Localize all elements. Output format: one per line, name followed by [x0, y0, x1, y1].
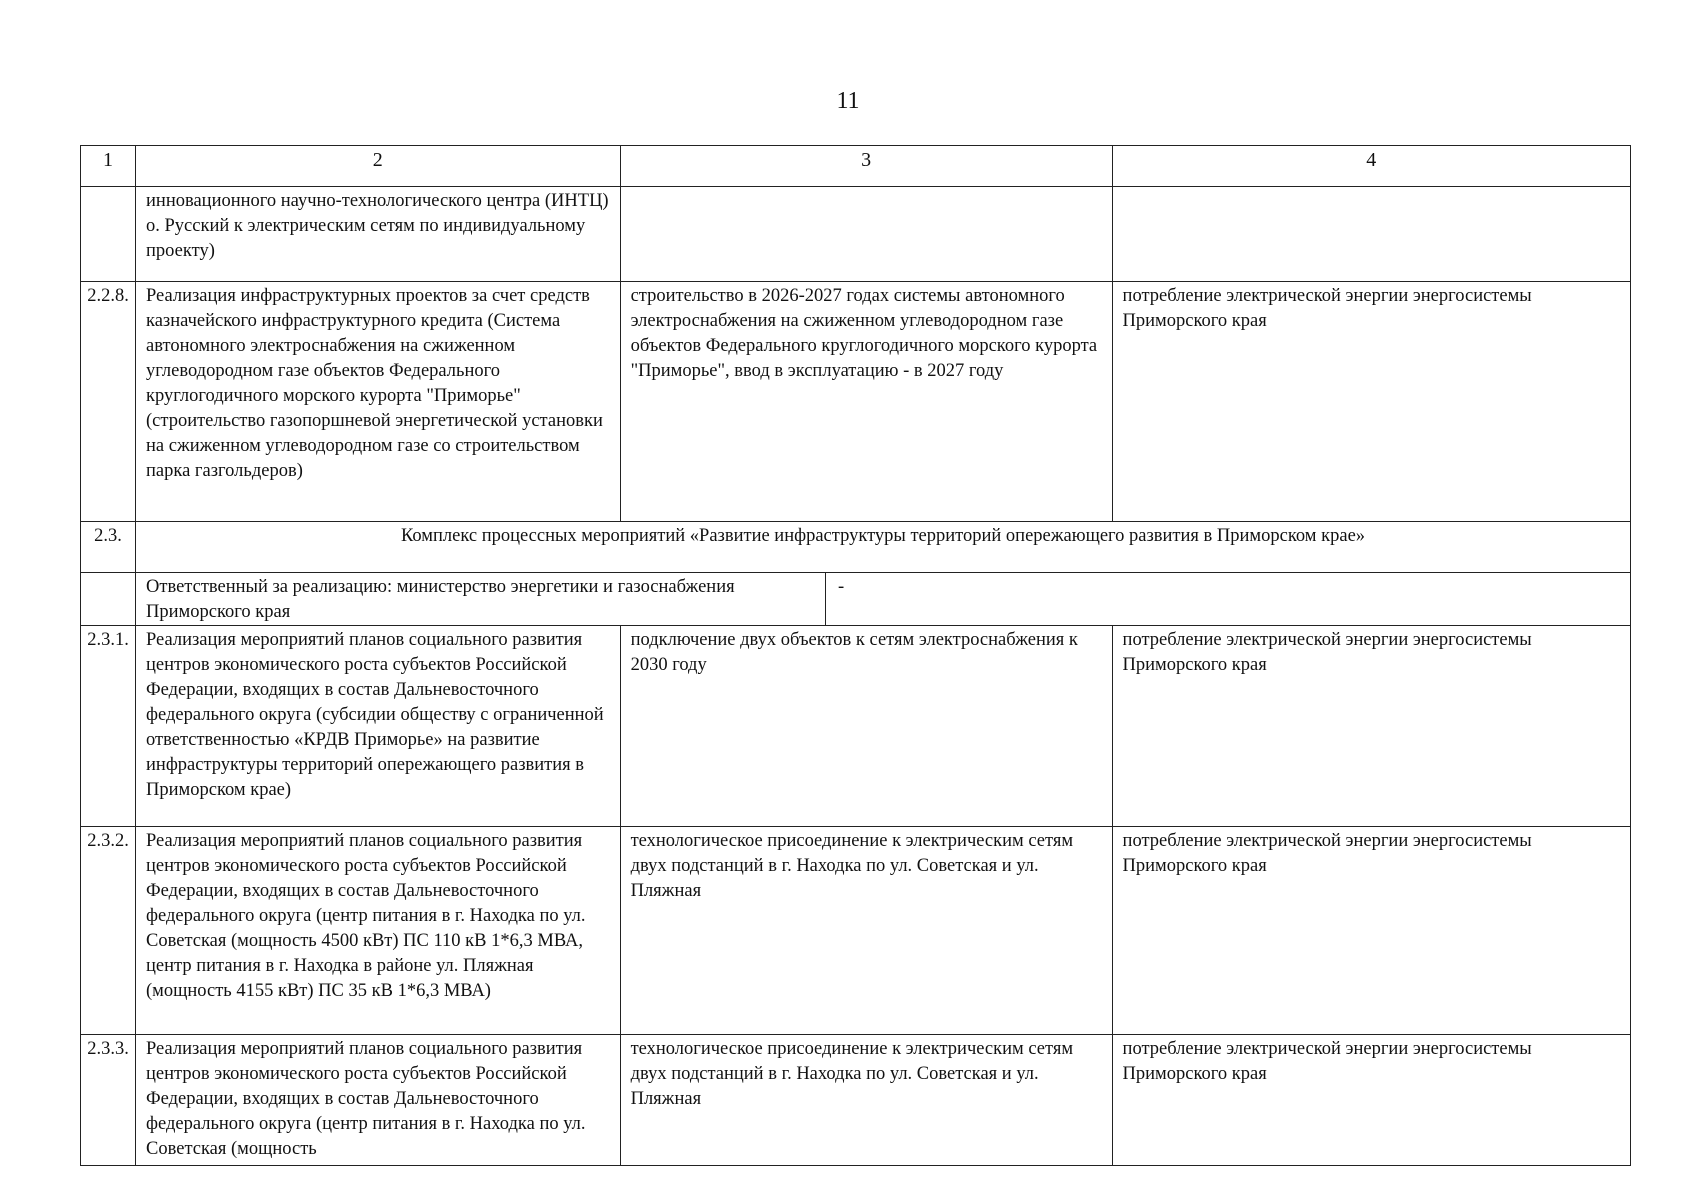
- measure-name: инновационного научно-технологического центра (ИНТЦ) о. Русский к электрическим сетям по индивидуальному проекту): [136, 187, 621, 282]
- section-title: Комплекс процессных мероприятий «Развитие инфраструктуры территорий опережающего развития в Приморском крае»: [136, 522, 1631, 573]
- responsible-row: [81, 573, 1631, 626]
- measure-indicator: [1112, 187, 1630, 282]
- responsible-value: -: [838, 577, 845, 597]
- responsible-label: Ответственный за реализацию: министерство энергетики и газоснабжения Приморского края: [136, 573, 826, 625]
- section-header-row: [81, 522, 1631, 573]
- measure-indicator: потребление электрической энергии энергосистемы Приморского края: [1112, 626, 1630, 827]
- empty-cell: [81, 573, 136, 626]
- measure-name: Реализация мероприятий планов социального развития центров экономического роста субъектов Российской Федерации, входящих в состав Дальневосточного федерального округа (центр питания в г. Находка по ул. Советская (мощность 4500 кВт) ПС 110 кВ 1*6,3 МВА, центр питания в г. Находка в районе ул. Пляжная (мощность 4155 кВт) ПС 35 кВ 1*6,3 МВА): [136, 827, 621, 1035]
- measure-result: технологическое присоединение к электрическим сетям двух подстанций в г. Находка по ул. Советская и ул. Пляжная: [620, 1035, 1112, 1166]
- measure-result: подключение двух объектов к сетям электроснабжения к 2030 году: [620, 626, 1112, 827]
- header-col-1: 1: [81, 146, 136, 187]
- row-number: [81, 187, 136, 282]
- measure-name: Реализация мероприятий планов социального развития центров экономического роста субъектов Российской Федерации, входящих в состав Дальневосточного федерального округа (центр питания в г. Находка по ул. Советская (мощность: [136, 1035, 621, 1166]
- responsible-cell: [136, 573, 1631, 626]
- row-number: 2.3.1.: [81, 626, 136, 827]
- measure-indicator: потребление электрической энергии энергосистемы Приморского края: [1112, 827, 1630, 1035]
- table-row: [81, 827, 1631, 1035]
- row-number: 2.3.3.: [81, 1035, 136, 1166]
- measure-result: строительство в 2026-2027 годах системы автономного электроснабжения на сжиженном углеводородном газе объектов Федерального круглогодичного морского курорта "Приморье", ввод в эксплуатацию - в 2027 году: [620, 282, 1112, 522]
- table-row: [81, 626, 1631, 827]
- header-col-2: 2: [136, 146, 621, 187]
- measure-name: Реализация инфраструктурных проектов за счет средств казначейского инфраструктурного кредита (Система автономного электроснабжения на сжиженном углеводородном газе объектов Федерального круглогодичного морского курорта "Приморье" (строительство газопоршневой энергетической установки на сжиженном углеводородном газе со строительством парка газгольдеров): [136, 282, 621, 522]
- row-number: 2.2.8.: [81, 282, 136, 522]
- table-row: [81, 187, 1631, 282]
- page-number: 11: [836, 88, 860, 114]
- measure-name: Реализация мероприятий планов социального развития центров экономического роста субъектов Российской Федерации, входящих в состав Дальневосточного федерального округа (субсидии обществу с ограниченной ответственностью «КРДВ Приморье» на развитие инфраструктуры территорий опережающего развития в Приморском крае): [136, 626, 621, 827]
- header-col-3: 3: [620, 146, 1112, 187]
- table-header-row: [81, 146, 1631, 187]
- measure-result: технологическое присоединение к электрическим сетям двух подстанций в г. Находка по ул. Советская и ул. Пляжная: [620, 827, 1112, 1035]
- measures-table: [80, 145, 1631, 1166]
- measure-indicator: потребление электрической энергии энергосистемы Приморского края: [1112, 282, 1630, 522]
- row-number: 2.3.2.: [81, 827, 136, 1035]
- measure-indicator: потребление электрической энергии энергосистемы Приморского края: [1112, 1035, 1630, 1166]
- table-row: [81, 1035, 1631, 1166]
- measure-result: [620, 187, 1112, 282]
- header-col-4: 4: [1112, 146, 1630, 187]
- table-row: [81, 282, 1631, 522]
- section-number: 2.3.: [81, 522, 136, 573]
